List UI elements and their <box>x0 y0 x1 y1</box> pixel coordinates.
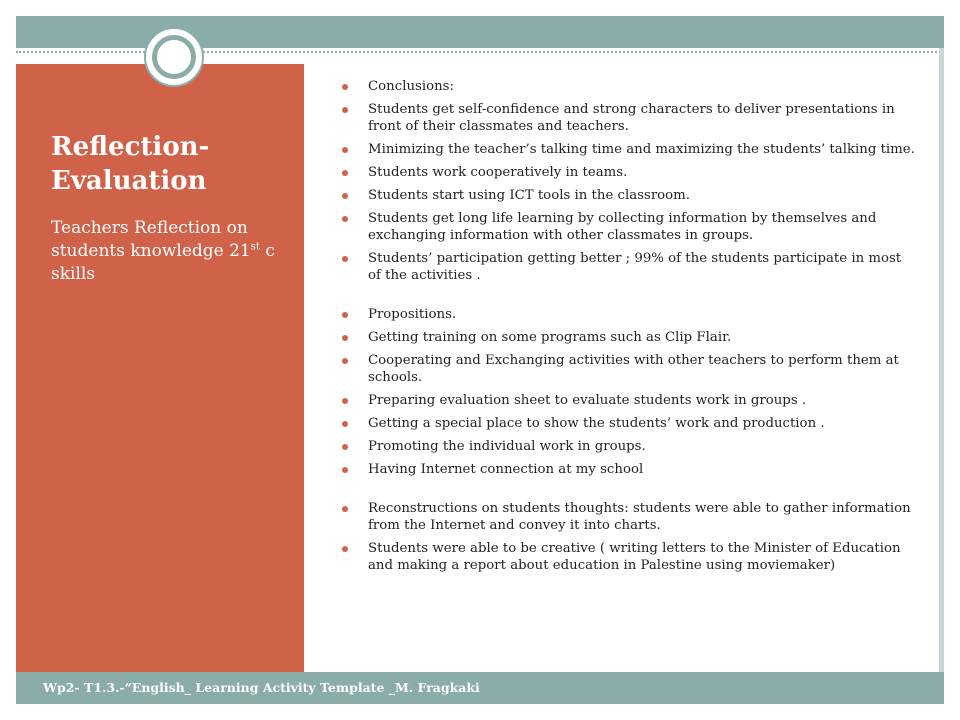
bullet-item: Students get long life learning by collecting information by themselves and exchanging information with other classmates in groups. <box>330 210 915 244</box>
circle-ornament-inner <box>152 35 196 79</box>
right-edge <box>939 48 944 672</box>
bullet-item: Students start using ICT tools in the classroom. <box>330 187 915 204</box>
bullet-item: Conclusions: <box>330 78 915 95</box>
subtitle-main: Teachers Reflection on students knowledge 21 <box>51 218 251 261</box>
slide-title-text: Reflection- Evaluation <box>51 132 210 196</box>
bullet-item: Getting training on some programs such as Clip Flair. <box>330 329 915 346</box>
bullet-item: Having Internet connection at my school <box>330 461 915 478</box>
bullet-item: Minimizing the teacher’s talking time and maximizing the students’ talking time. <box>330 141 915 158</box>
bullet-item: Propositions. <box>330 306 915 323</box>
bullet-item: Cooperating and Exchanging activities with other teachers to perform them at schools. <box>330 352 915 386</box>
bullet-list <box>330 78 915 580</box>
bullet-item: Students get self-confidence and strong characters to deliver presentations in front of their classmates and teachers. <box>330 101 915 135</box>
circle-ornament-icon <box>144 27 204 87</box>
bullet-item: Preparing evaluation sheet to evaluate students work in groups . <box>330 392 915 409</box>
bullet-item: Reconstructions on students thoughts: students were able to gather information from the Internet and convey it into charts. <box>330 500 915 534</box>
footer-text: Wp2- T1.3.-“English_ Learning Activity Template _M. Fragkaki <box>43 680 480 695</box>
slide-subtitle <box>51 217 286 286</box>
bullet-item: Students’ participation getting better ; 99% of the students participate in most of the activities . <box>330 250 915 284</box>
bullet-item: Students work cooperatively in teams. <box>330 164 915 181</box>
slide-title <box>51 130 281 198</box>
bullet-item: Students were able to be creative ( writing letters to the Minister of Education and making a report about education in Palestine using moviemaker) <box>330 540 915 574</box>
subtitle-sup: st <box>250 241 260 253</box>
subtitle-tail: c skills <box>51 241 275 284</box>
bullet-item: Getting a special place to show the students’ work and production . <box>330 415 915 432</box>
bullet-item: Promoting the individual work in groups. <box>330 438 915 455</box>
